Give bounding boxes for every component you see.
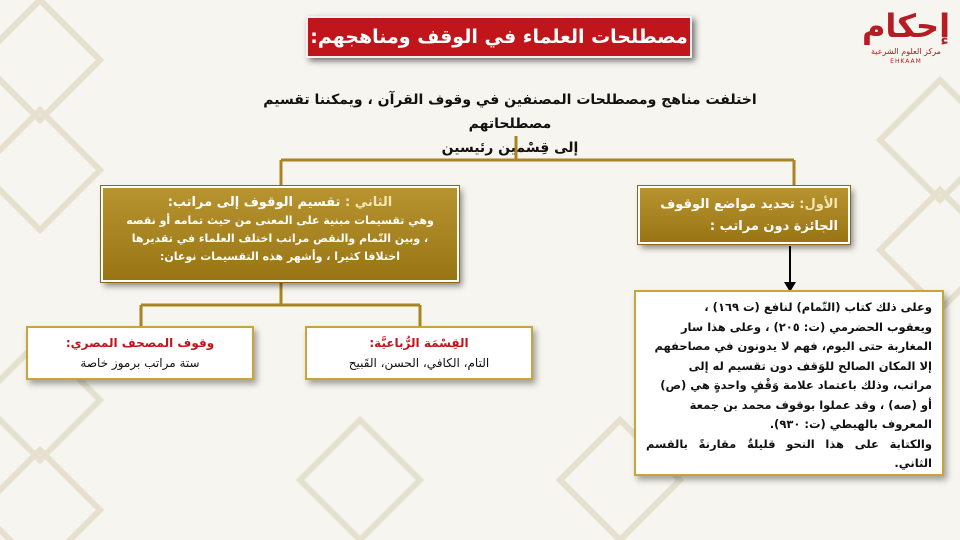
mushaf-stops-heading: وقوف المصحف المصري: xyxy=(65,336,215,350)
detail-line-2: ويعقوب الحضرمي (ت: ٢٠٥) ، وعلى هذا سار xyxy=(680,319,932,334)
logo-subtitle: مركز العلوم الشرعية xyxy=(871,47,941,56)
second-division-label: الثاني : xyxy=(344,195,393,210)
first-division-text: تحديد مواضع الوقوف الجائزة دون مراتب : xyxy=(660,197,838,234)
four-division-body: التام، الكافي، الحسن، القَبيح xyxy=(348,356,490,370)
detail-line-3: المغاربة حتى اليوم، فهم لا يدونون في مصاحفهم xyxy=(654,339,932,353)
arrow-down-icon xyxy=(784,246,796,292)
detail-line-7: المعروف بالهبطي (ت: ٩٣٠). xyxy=(769,417,932,431)
mushaf-stops-box xyxy=(26,326,254,380)
page-title-text: مصطلحات العلماء في الوقف ومناهجهم: xyxy=(310,26,688,48)
second-division-line-1: وهي تقسيمات مبنية على المعنى من حيث تمامه أو نقصه xyxy=(126,214,434,227)
detail-line-4: إلا المكان الصالح للوَقف دون تقسيم له إلى xyxy=(688,358,932,373)
intro-line-1: اختلفت مناهج ومصطلحات المصنفين في وقوف القرآن ، ويمكننا تقسيم مصطلحاتهم xyxy=(263,92,757,132)
logo-brand: إحكام xyxy=(861,7,951,45)
first-division-box xyxy=(638,186,850,244)
second-division-heading: تقسيم الوقوف إلى مراتب: xyxy=(167,195,341,210)
second-division-line-3: اختلافا كثيرا ، وأشهر هذه التقسيمات نوعان: xyxy=(159,250,401,263)
four-division-heading: القِسْمَة الرُّباعيَّة: xyxy=(369,336,469,350)
detail-line-8: والكتابة على هذا النحو قليلةٌ مقارنةً بالقسم الثاني. xyxy=(646,436,932,470)
mushaf-stops-body: ستة مراتب برموز خاصة xyxy=(80,356,200,370)
second-division-line-2: ، وبين التّمام والنقص مراتب اختلف العلماء في تقديرها xyxy=(131,232,429,245)
detail-line-6: أو (صه) ، وقد عملوا بوقوف محمد بن جمعة xyxy=(689,397,932,412)
four-division-box xyxy=(305,326,533,380)
first-division-label: الأول: xyxy=(799,197,838,212)
first-division-detail-box xyxy=(634,290,944,476)
logo-latin: EHKAAM xyxy=(890,58,922,65)
second-division-box xyxy=(101,186,459,282)
detail-line-5: مراتب، وذلك باعتماد علامة وَقْفٍ واحدةٍ هي (ص) xyxy=(660,378,932,392)
intro-line-2: إلى قِسْمين رئيسين xyxy=(441,140,579,156)
detail-line-1: وعلى ذلك كتاب (التّمام) لنافع (ت ١٦٩) ، xyxy=(704,300,932,314)
